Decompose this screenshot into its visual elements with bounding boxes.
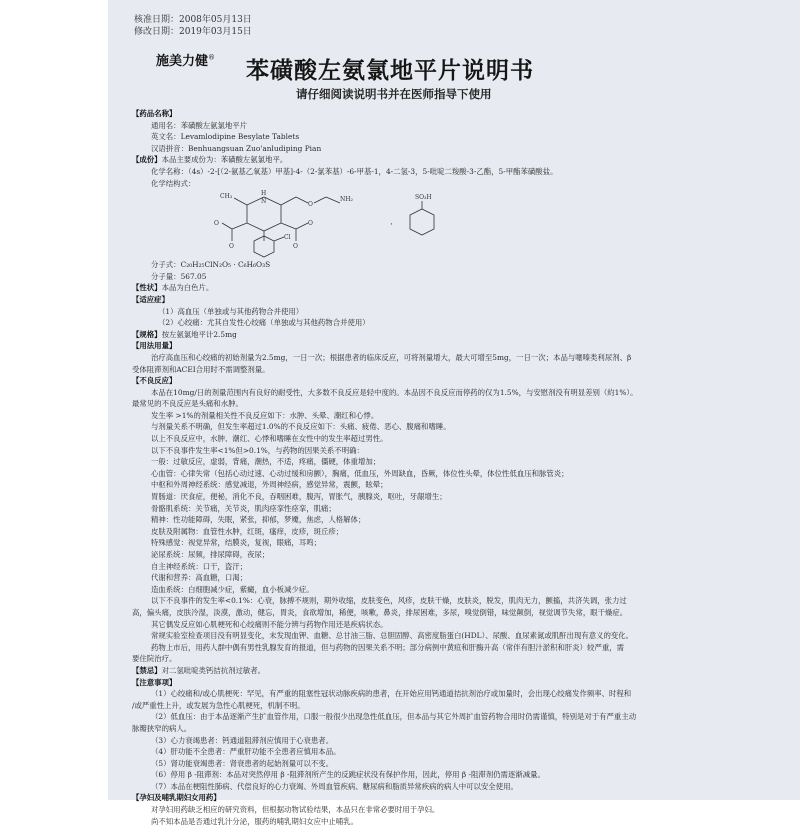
adverse-list-line: 代谢和营养：高血糖，口渴； [151,573,248,583]
section-heading-adverse: 【不良反应】 [132,376,177,386]
atom-o-left: O [214,220,219,228]
section-heading-pregnancy: 【孕妇及哺乳期妇女用药】 [132,793,221,803]
approval-date: 核准日期：2008年05月13日 [134,15,252,25]
section-heading-drug-name: 【药品名称】 [132,109,177,118]
indication-item: （1）高血压（单独或与其他药物合并使用） [158,306,304,316]
adverse-list-line: 发生率 >1%的剂量相关性不良反应如下：水肿、头晕、潮红和心悸。 [151,410,379,420]
generic-name: 通用名：苯磺酸左氨氯地平片 [151,120,248,130]
atom-n: N [261,198,267,206]
chemical-name [132,166,782,178]
indication-item: （2）心绞痛：尤其自发性心绞痛（单独或与其他药物合并使用） [158,318,370,328]
pregnancy-line: 尚不知本品是否通过乳汁分泌，服药的哺乳期妇女应中止哺乳。 [151,816,358,826]
main-ingredient: 本品主要成份为：苯磺酸左氨氯地平。 [161,155,288,165]
adverse-rare-line: 高，偏头痛，皮肤冷湿，淡漠，激动，健忘，胃炎，食欲增加，稀便，咳嗽，鼻炎，排尿困难，多尿，嗅觉倒错，味觉颠倒，视觉调节失常，眼干燥症。 [132,607,628,617]
revision-date: 修改日期：2019年03月15日 [134,27,252,37]
section-heading-precautions: 【注意事项】 [132,677,177,687]
usage-line: 受体阻滞剂和ACEI合用时不需调整剂量。 [132,364,270,374]
atom-o-right: O [308,220,313,228]
chemical-name-text: （4s）-2-[（2-氨基乙氧基）甲基]-4-（2-氯苯基）-6-甲基-1，4-二氢-3，5-吡啶二羧酸-3-乙酯，5-甲酯苯磺酸盐。 [187,166,558,176]
precaution-line: （5）肾功能衰竭患者：肾衰患者的起始剂量可以不变。 [151,758,334,768]
precaution-line: （2）低血压：由于本品逐渐产生扩血管作用，口服一般很少出现急性低血压，但本品与其它外周扩血管药物合用时仍需谨慎，特别是对于有严重主动 [151,712,637,722]
spec-line [132,329,782,341]
atom-cl: Cl [284,234,291,242]
usage-line: 治疗高血压和心绞痛的初始剂量为2.5mg，一日一次；根据患者的临床反应，可将剂量增大，最大可增至5mg，一日一次；本品与噻嗪类利尿剂、β [151,352,632,362]
section-heading-contraindications: 【禁忌】 [132,665,162,675]
section-heading-character: 【性状】 [132,283,162,293]
section-heading-usage: 【用法用量】 [132,341,177,351]
precaution-line: （3）心力衰竭患者：钙通道阻滞剂应慎用于心衰患者。 [151,735,334,745]
adverse-rare-line: 常规实验室检查项目没有明显变化，未发现血钾、血糖、总甘油三脂、总胆固醇、高密度脂蛋白(HDL）、尿酸、血尿素氮或肌酐出现有意义的变化。 [151,631,634,641]
adverse-list-line: 以下不良事件发生率<1%但>0.1%，与药物的因果关系不明确： [151,445,364,455]
precaution-line: （1）心绞痛和/或心肌梗死：罕见，有严重的阻塞性冠状动脉疾病的患者，在开始应用钙通道拮抗剂治疗或加量时，会出现心绞痛发作频率、时程和 [151,689,632,699]
adverse-rare-line: 药物上市后，用药人群中偶有男性乳腺发育的报道，但与药物的因果关系不明；部分病例中黄疸和肝酶升高（常伴有胆汁淤积和肝炎）较严重，需 [151,642,625,652]
atom-o-ether: O [308,201,313,209]
section-heading-indications: 【适应症】 [132,294,169,304]
adverse-rare-line: 其它偶发反应如心肌梗死和心绞痛则不能分辨与药物作用还是疾病状态。 [151,619,388,629]
salt-dot: · [390,220,393,231]
document-body [132,108,782,827]
molecular-weight: 分子量：567.05 [151,271,207,281]
chemical-structure [172,189,782,259]
adverse-list-line: 精神：性功能障碍，失眠，紧张，抑郁，梦魇，焦虑，人格解体； [151,515,366,525]
chemical-name-label: 化学名称： [151,166,188,176]
composition-line [132,154,782,166]
contraindication-line [132,665,782,677]
registered-mark: ® [208,53,216,62]
adverse-list-line: 与剂量关系不明确，但发生率超过1.0%的不良反应如下：头痛、疲倦、恶心、腹痛和嗜睡。 [151,422,451,432]
adverse-list-line: 自主神经系统：口干，盗汗； [151,561,248,571]
pregnancy-line: 对孕妇用药缺乏相应的研究资料，但根据动物试验结果，本品只在非常必要时用于孕妇。 [151,805,440,815]
brand-text: 施美力健 [156,54,209,69]
document-title: 苯磺酸左氨氯地平片说明书 [246,57,534,84]
adverse-rare-line: 以下不良事件的发生率<0.1%：心衰，脉搏不规则，期外收缩，皮肤变色，风疹，皮肤干燥，皮肤炎，脱发，肌肉无力，颤搐，共济失调，张力过 [151,596,627,606]
adverse-intro-line: 最常见的不良反应是头痛和水肿。 [132,399,243,409]
precaution-line: 脉瓣狭窄的病人。 [132,723,192,733]
character-text: 本品为白色片。 [161,283,214,293]
section-heading-spec: 【规格】 [132,329,162,339]
atom-o-right-carbonyl: O [293,243,298,251]
adverse-list-line: 胃肠道：厌食症，便秘，消化不良，吞咽困难，腹泻，胃胀气，胰腺炎，呕吐，牙龈增生； [151,492,447,502]
atom-so3h: SO₃H [415,194,432,202]
molecular-formula: 分子式：C₂₀H₂₅ClN₂O₅ · C₆H₆O₃S [151,260,271,270]
atom-h: H [261,190,267,198]
atom-nh2: NH₂ [340,196,353,204]
adverse-list-line: 心血管：心律失常（包括心动过速、心动过缓和房颤），胸痛，低血压，外周缺血，昏厥，体位性头晕，体位性低血压和脉管炎； [151,468,569,478]
adverse-list-line: 特殊感觉：视觉异常，结膜炎，复视，眼痛，耳鸣； [151,538,321,548]
pinyin-name: 汉语拼音：Benhuangsuan Zuo'anludiping Pian [151,143,322,153]
atom-o-left-carbonyl: O [229,243,234,251]
spec-text: 按左氨氯地平计2.5mg [161,329,237,339]
precaution-line: （4）肝功能不全患者：严重肝功能不全患者应慎用本品。 [151,747,341,757]
character-line [132,282,782,294]
section-heading-composition: 【成份】 [132,155,162,165]
document-subtitle: 请仔细阅读说明书并在医师指导下使用 [296,87,492,101]
adverse-list-line: 中枢和外周神经系统：感觉减退，外周神经病，感觉异常，震颤，眩晕； [151,480,388,490]
structure-label: 化学结构式： [151,178,196,188]
english-name: 英文名：Levamlodipine Besylate Tablets [151,132,300,142]
adverse-list-line: 泌尿系统：尿频，排尿障碍，夜尿； [151,550,270,559]
package-insert-page [108,0,800,826]
adverse-list-line: 骨骼肌系统：关节痛，关节炎，肌肉痉挛性痉挛，肌痛； [151,503,336,513]
contraindication-text: 对二氢吡啶类钙拮抗剂过敏者。 [161,665,266,675]
structure-diagram [172,189,492,259]
adverse-intro-line: 本品在10mg/日的剂量范围内有良好的耐受性，大多数不良反应是轻中度的。本品因不良反应而停药的仅为1.5%，与安慰剂没有明显差别（約1%）。 [151,387,638,397]
atom-ch3: CH₃ [220,193,233,201]
adverse-list-line: 造血系统：白细胞减少症，紫癜，血小板减少症。 [151,584,314,594]
brand-name [156,50,215,69]
adverse-list-line: 一般：过敏反应，虚弱，背痛，潮热，不适，疼痛，僵硬，体重增加； [151,457,381,467]
precaution-line: （7）本品在梗阻性肺病、代偿良好的心力衰竭、外周血管疾病、糖尿病和脂质异常疾病的病人中可以安全使用。 [151,781,518,791]
precaution-line: （6）停用 β -阻滞剂：本品对突然停用 β -阻滞剂所产生的反跳症状没有保护作用，因此，停用 β -阻滞剂仍需逐渐减量。 [151,770,545,780]
precaution-line: /或严重性上升，或发展为急性心肌梗死，机制不明。 [132,700,305,710]
date-block [134,14,252,38]
adverse-list-line: 皮肤及附属物：血管性水肿，红斑，瘙痒，皮疹，斑丘疹； [151,526,344,536]
adverse-list-line: 以上不良反应中，水肿、潮红、心悸和嗜睡在女性中的发生率超过男性。 [151,434,388,444]
adverse-rare-line: 要住院治疗。 [132,654,177,664]
